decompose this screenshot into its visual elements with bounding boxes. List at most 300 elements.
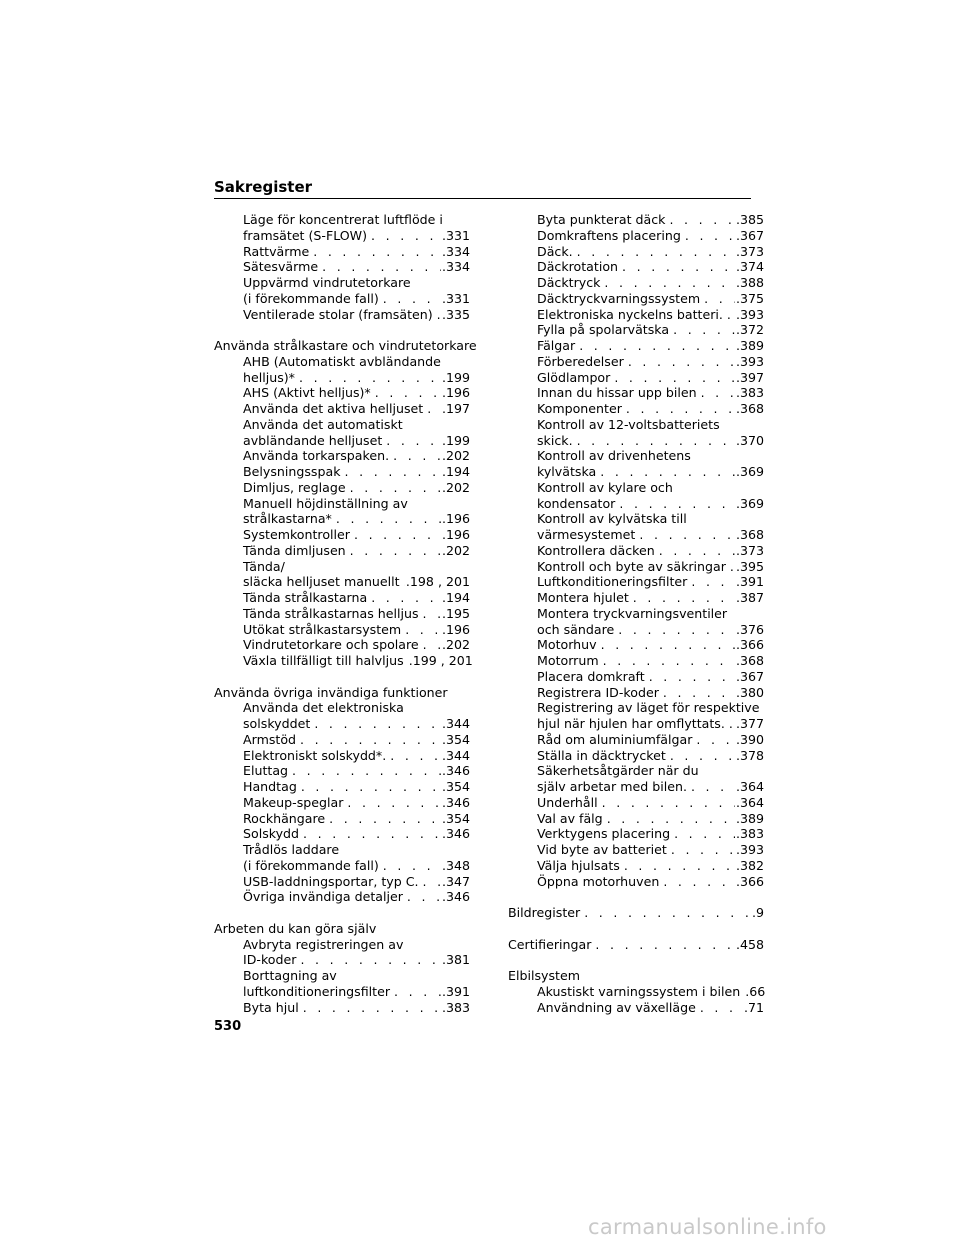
page-reference: .202	[441, 448, 470, 464]
index-entry	[508, 937, 764, 953]
entry-text: Använda det aktiva helljuset	[243, 401, 424, 416]
page-reference: .368	[735, 527, 764, 542]
page-reference: .380	[735, 684, 764, 700]
page-reference: .368	[735, 401, 764, 416]
index-subentry	[508, 244, 764, 260]
dot-leader	[591, 937, 735, 953]
index-subentry	[508, 669, 764, 685]
entry-text: Manuell höjdinställning av	[243, 495, 408, 511]
index-subentry	[214, 464, 470, 480]
page-reference: .366	[735, 637, 764, 653]
entry-text: Elbilsystem	[508, 968, 580, 983]
entry-text: Makeup-speglar	[243, 794, 344, 810]
index-subentry	[508, 574, 764, 590]
spacer	[214, 905, 470, 921]
index-subentry	[508, 401, 764, 417]
index-entry	[214, 338, 477, 354]
index-subentry	[508, 700, 764, 716]
entry-text: Montera tryckvarningsventiler	[537, 605, 728, 621]
index-subentry	[214, 606, 470, 622]
index-entry	[508, 968, 764, 984]
dot-leader	[614, 622, 735, 638]
entry-text: Använda strålkastare och vindrutetorkare	[214, 338, 477, 353]
page-reference: .354	[441, 779, 470, 794]
dot-leader	[573, 244, 735, 260]
entry-text: Registrera ID-koder	[537, 684, 659, 700]
index-subentry	[214, 527, 470, 543]
page-reference: .367	[735, 227, 764, 243]
page-reference: .368	[735, 653, 764, 668]
entry-text: skick.	[537, 432, 573, 448]
index-subentry	[508, 1000, 764, 1016]
spacer	[214, 322, 470, 338]
page-reference: .199 , 201	[408, 653, 473, 668]
index-subentry	[214, 984, 470, 1000]
dot-leader	[600, 275, 735, 291]
entry-text: Vid byte av batteriet	[537, 842, 667, 857]
index-subentry	[214, 968, 470, 984]
index-subentry	[214, 653, 473, 669]
index-subentry	[214, 1000, 470, 1016]
entry-text: Ställa in däcktrycket	[537, 747, 666, 763]
page-number: 530	[214, 1019, 242, 1034]
page-reference: .391	[441, 983, 470, 999]
dot-leader	[596, 464, 735, 480]
index-subentry	[214, 763, 470, 779]
entry-text: Dimljus, reglage	[243, 479, 346, 495]
dot-leader	[580, 905, 751, 921]
dot-leader	[622, 401, 735, 417]
entry-text: Motorhuv	[537, 637, 597, 653]
page-reference: .373	[735, 243, 764, 259]
page-reference: .385	[735, 212, 764, 227]
entry-text: Kontrollera däcken	[537, 542, 655, 558]
entry-text: kylvätska	[537, 464, 597, 479]
entry-text: Innan du hissar upp bilen	[537, 385, 697, 401]
index-subentry	[214, 448, 470, 464]
entry-text: AHS (Aktivt helljus)*	[243, 385, 371, 401]
page-reference: .393	[735, 306, 764, 322]
dot-leader	[670, 826, 735, 842]
dot-leader	[367, 590, 441, 606]
index-subentry	[508, 543, 764, 559]
watermark-logo: carmanualsonline.info	[588, 1215, 827, 1239]
dot-leader	[687, 779, 735, 795]
page-reference: .196	[441, 385, 470, 401]
dot-leader	[423, 401, 441, 417]
page-reference: .334	[441, 259, 470, 275]
entry-text: och sändare	[537, 621, 615, 637]
index-subentry	[214, 433, 470, 449]
dot-leader	[341, 464, 441, 480]
entry-text: Använda torkarspaken.	[243, 448, 390, 464]
entry-text: (i förekommande fall)	[243, 857, 379, 873]
index-subentry	[508, 322, 764, 338]
entry-text: Kontroll av 12-voltsbatteriets	[537, 416, 720, 432]
index-subentry	[508, 984, 764, 1000]
entry-text: helljus)*	[243, 369, 295, 385]
entry-text: Använda övriga invändiga funktioner	[214, 684, 448, 700]
index-subentry	[214, 590, 470, 606]
dot-leader	[371, 385, 441, 401]
entry-text: Armstöd	[243, 731, 297, 747]
page-reference: .348	[441, 857, 470, 873]
dot-leader	[288, 763, 441, 779]
page-reference: .346	[441, 889, 470, 905]
dot-leader	[697, 385, 735, 401]
dot-leader	[390, 984, 441, 1000]
dot-leader	[419, 606, 441, 622]
entry-text: Montera hjulet	[537, 590, 629, 605]
page-reference: .374	[735, 259, 764, 275]
dot-leader	[379, 291, 441, 307]
entry-text: Däck.	[537, 243, 573, 259]
dot-leader	[419, 637, 441, 653]
page-reference: .196	[441, 621, 470, 637]
dot-leader	[599, 653, 735, 669]
index-subentry	[214, 952, 470, 968]
page-reference: .195	[441, 605, 470, 621]
dot-leader	[629, 590, 735, 606]
entry-text: Belysningsspak	[243, 464, 341, 479]
index-subentry	[508, 826, 764, 842]
entry-text: Öppna motorhuven	[537, 873, 660, 889]
entry-text: Tända/	[243, 558, 285, 574]
index-subentry	[508, 275, 764, 291]
dot-leader	[575, 338, 735, 354]
entry-text: Avbryta registreringen av	[243, 936, 404, 952]
entry-text: kondensator	[537, 495, 616, 511]
entry-text: Kontroll av kylvätska till	[537, 511, 687, 527]
page-reference: .202	[441, 479, 470, 495]
entry-text: Vindrutetorkare och spolare	[243, 637, 419, 653]
index-subentry	[214, 511, 470, 527]
page-reference: .346	[441, 763, 470, 779]
page-reference: .373	[735, 542, 764, 558]
index-subentry	[508, 496, 764, 512]
index-subentry	[214, 637, 470, 653]
dot-leader	[666, 748, 735, 764]
entry-text: Eluttag	[243, 763, 289, 779]
page-reference: .196	[441, 511, 470, 527]
page-reference: .377	[735, 716, 764, 731]
entry-text: USB-laddningsportar, typ C.	[243, 873, 419, 889]
dot-leader	[386, 748, 441, 764]
entry-text: Däckrotation	[537, 259, 619, 275]
index-subentry	[214, 858, 470, 874]
index-subentry	[214, 259, 470, 275]
page-reference: .364	[735, 794, 764, 810]
entry-text: Luftkonditioneringsfilter	[537, 574, 688, 590]
index-subentry	[214, 307, 470, 323]
header-divider	[214, 198, 751, 199]
entry-text: Systemkontroller	[243, 527, 350, 542]
page-reference: .364	[735, 779, 764, 794]
index-subentry	[214, 228, 470, 244]
page-reference: .383	[735, 385, 764, 401]
page-reference: .354	[441, 731, 470, 747]
index-subentry	[508, 433, 764, 449]
page-reference: .391	[735, 574, 764, 590]
index-subentry	[214, 370, 470, 386]
entry-text: Säkerhetsåtgärder när du	[537, 763, 699, 779]
page-reference: .372	[735, 322, 764, 338]
entry-text: Domkraftens placering	[537, 227, 681, 243]
page-reference: .197	[441, 401, 470, 416]
page-reference: .387	[735, 590, 764, 605]
dot-leader	[696, 1000, 743, 1016]
entry-text: Byta hjul	[243, 999, 299, 1015]
entry-text: avbländande helljuset	[243, 432, 383, 448]
index-subentry	[214, 559, 470, 575]
index-subentry	[508, 307, 764, 323]
page-reference: .397	[735, 369, 764, 385]
index-subentry	[508, 732, 764, 748]
entry-text: luftkonditioneringsfilter	[243, 983, 391, 999]
index-subentry	[508, 448, 764, 464]
index-subentry	[508, 338, 764, 354]
entry-text: strålkastarna*	[243, 511, 332, 527]
page-reference: .71	[743, 999, 764, 1015]
entry-text: Förberedelser	[537, 353, 624, 369]
page-reference: .194	[441, 464, 470, 479]
index-entry	[214, 685, 470, 701]
page-reference: .369	[735, 495, 764, 511]
index-subentry	[214, 496, 470, 512]
entry-text: själv arbetar med bilen.	[537, 779, 687, 794]
dot-leader	[346, 543, 441, 559]
index-subentry	[214, 842, 470, 858]
page-reference: .389	[735, 810, 764, 826]
page-reference: .369	[735, 464, 764, 479]
dot-leader	[296, 952, 441, 968]
entry-text: Placera domkraft	[537, 668, 645, 684]
page-reference: .390	[735, 731, 764, 747]
dot-leader	[597, 637, 735, 653]
page-reference: .346	[441, 794, 470, 810]
index-subentry	[508, 716, 764, 732]
index-subentry	[214, 574, 470, 590]
entry-text: Kontroll av drivenhetens	[537, 448, 691, 464]
index-subentry	[214, 212, 470, 228]
index-subentry	[214, 700, 470, 716]
entry-text: Elektroniskt solskydd*.	[243, 747, 387, 763]
index-subentry	[214, 889, 470, 905]
entry-text: Arbeten du kan göra själv	[214, 920, 377, 936]
page-reference: .202	[441, 637, 470, 653]
page-reference: .395	[735, 558, 764, 574]
dot-leader	[659, 874, 735, 890]
entry-text: Certifieringar	[508, 936, 592, 952]
entry-text: Däcktryckvarningssystem	[537, 290, 701, 306]
page-reference: .389	[735, 338, 764, 353]
index-subentry	[508, 259, 764, 275]
index-subentry	[214, 811, 470, 827]
entry-text: Rockhängare	[243, 810, 326, 826]
dot-leader	[603, 811, 735, 827]
index-subentry	[508, 748, 764, 764]
page-reference: .383	[441, 999, 470, 1015]
entry-text: Växla tillfälligt till halvljus	[243, 653, 404, 668]
entry-text: ID-koder	[243, 952, 297, 968]
index-subentry	[508, 842, 764, 858]
page-reference: .366	[735, 873, 764, 889]
dot-leader	[610, 370, 735, 386]
dot-leader	[700, 291, 735, 307]
page-reference: .375	[735, 290, 764, 306]
index-subentry	[508, 811, 764, 827]
entry-text: Råd om aluminiumfälgar	[537, 731, 693, 747]
index-subentry	[214, 291, 470, 307]
entry-text: Komponenter	[537, 401, 622, 416]
index-column-right	[508, 212, 764, 1015]
dot-leader	[325, 811, 441, 827]
index-subentry	[508, 212, 764, 228]
entry-text: Handtag	[243, 779, 297, 794]
dot-leader	[350, 527, 441, 543]
page-reference: .331	[441, 227, 470, 243]
dot-leader	[299, 1000, 441, 1016]
dot-leader	[655, 543, 735, 559]
page-reference: .347	[441, 873, 470, 889]
spacer	[508, 889, 764, 905]
page-reference: .376	[735, 621, 764, 637]
page-reference: .344	[441, 716, 470, 731]
dot-leader	[624, 354, 735, 370]
entry-text: Använda det elektroniska	[243, 700, 404, 716]
page-reference: .198 , 201	[405, 574, 470, 590]
dot-leader	[389, 448, 441, 464]
index-subentry	[508, 590, 764, 606]
page-reference: .382	[735, 857, 764, 873]
spacer	[214, 669, 470, 685]
dot-leader	[332, 511, 441, 527]
entry-text: Uppvärmd vindrutetorkare	[243, 275, 411, 290]
index-subentry	[508, 795, 764, 811]
entry-text: Elektroniska nyckelns batteri.	[537, 306, 723, 322]
index-subentry	[508, 527, 764, 543]
dot-leader	[692, 732, 735, 748]
entry-text: värmesystemet	[537, 527, 636, 542]
dot-leader	[665, 212, 735, 228]
entry-text: framsätet (S-FLOW)	[243, 227, 368, 243]
entry-text: Användning av växelläge	[537, 999, 696, 1015]
page-reference: .344	[441, 747, 470, 763]
dot-leader	[598, 795, 735, 811]
spacer	[508, 921, 764, 937]
entry-text: Verktygens placering	[537, 826, 671, 842]
page-reference: .458	[735, 936, 764, 952]
entry-text: Däcktryck	[537, 275, 601, 290]
entry-text: Läge för koncentrerat luftflöde i	[243, 212, 443, 227]
entry-text: Välja hjulsats	[537, 857, 620, 873]
dot-leader	[659, 685, 735, 701]
spacer	[508, 952, 764, 968]
dot-leader	[687, 574, 735, 590]
entry-text: Motorrum	[537, 653, 599, 668]
entry-text: Kontroll och byte av säkringar	[537, 558, 726, 574]
index-subentry	[508, 653, 764, 669]
page-reference: .334	[441, 243, 470, 259]
page-reference: .199	[441, 369, 470, 385]
page-reference: .9	[751, 905, 764, 920]
dot-leader	[645, 669, 735, 685]
entry-text: Trådlös laddare	[243, 842, 340, 857]
entry-text: Ventilerade stolar (framsäten)	[243, 306, 433, 322]
index-subentry	[214, 543, 470, 559]
index-subentry	[508, 480, 764, 496]
page-reference: .354	[441, 810, 470, 826]
dot-leader	[401, 622, 441, 638]
page-reference: .393	[735, 353, 764, 369]
index-entry	[214, 921, 470, 937]
page-reference: .335	[441, 306, 470, 322]
dot-leader	[310, 716, 441, 732]
page-reference: .383	[735, 826, 764, 842]
index-entry	[508, 905, 764, 921]
entry-text: Akustiskt varningssystem i bilen	[537, 983, 741, 999]
dot-leader	[620, 858, 735, 874]
index-subentry	[214, 622, 470, 638]
page-reference: .194	[441, 590, 470, 605]
index-subentry	[508, 464, 764, 480]
index-subentry	[508, 370, 764, 386]
entry-text: släcka helljuset manuellt	[243, 574, 400, 590]
entry-text: Tända strålkastarna	[243, 590, 368, 605]
entry-text: hjul när hjulen har omflyttats.	[537, 716, 725, 731]
page-reference: .202	[441, 542, 470, 558]
index-subentry	[214, 401, 470, 417]
index-subentry	[508, 559, 764, 575]
index-subentry	[214, 779, 470, 795]
index-subentry	[214, 826, 470, 842]
index-subentry	[214, 795, 470, 811]
dot-leader	[615, 496, 735, 512]
index-subentry	[214, 748, 470, 764]
dot-leader	[669, 322, 735, 338]
dot-leader	[379, 858, 441, 874]
index-subentry	[508, 622, 764, 638]
dot-leader	[346, 480, 441, 496]
dot-leader	[681, 228, 735, 244]
index-subentry	[508, 354, 764, 370]
entry-text: Fälgar	[537, 338, 576, 353]
index-subentry	[214, 716, 470, 732]
index-subentry	[214, 417, 470, 433]
entry-text: Fylla på spolarvätska	[537, 322, 670, 338]
page-reference: .331	[441, 290, 470, 306]
entry-text: Borttagning av	[243, 968, 337, 983]
entry-text: Solskydd	[243, 826, 300, 842]
dot-leader	[433, 307, 441, 323]
page-reference: .346	[441, 826, 470, 842]
page-reference: .370	[735, 432, 764, 448]
dot-leader	[297, 779, 441, 795]
index-subentry	[214, 275, 470, 291]
index-subentry	[508, 763, 764, 779]
dot-leader	[723, 307, 735, 323]
entry-text: (i förekommande fall)	[243, 290, 379, 306]
dot-leader	[299, 826, 441, 842]
index-subentry	[508, 606, 764, 622]
entry-text: AHB (Automatiskt avbländande	[243, 353, 441, 369]
dot-leader	[403, 889, 441, 905]
dot-leader	[367, 228, 441, 244]
index-subentry	[214, 732, 470, 748]
dot-leader	[635, 527, 735, 543]
dot-leader	[296, 732, 441, 748]
entry-text: Övriga invändiga detaljer	[243, 889, 403, 905]
